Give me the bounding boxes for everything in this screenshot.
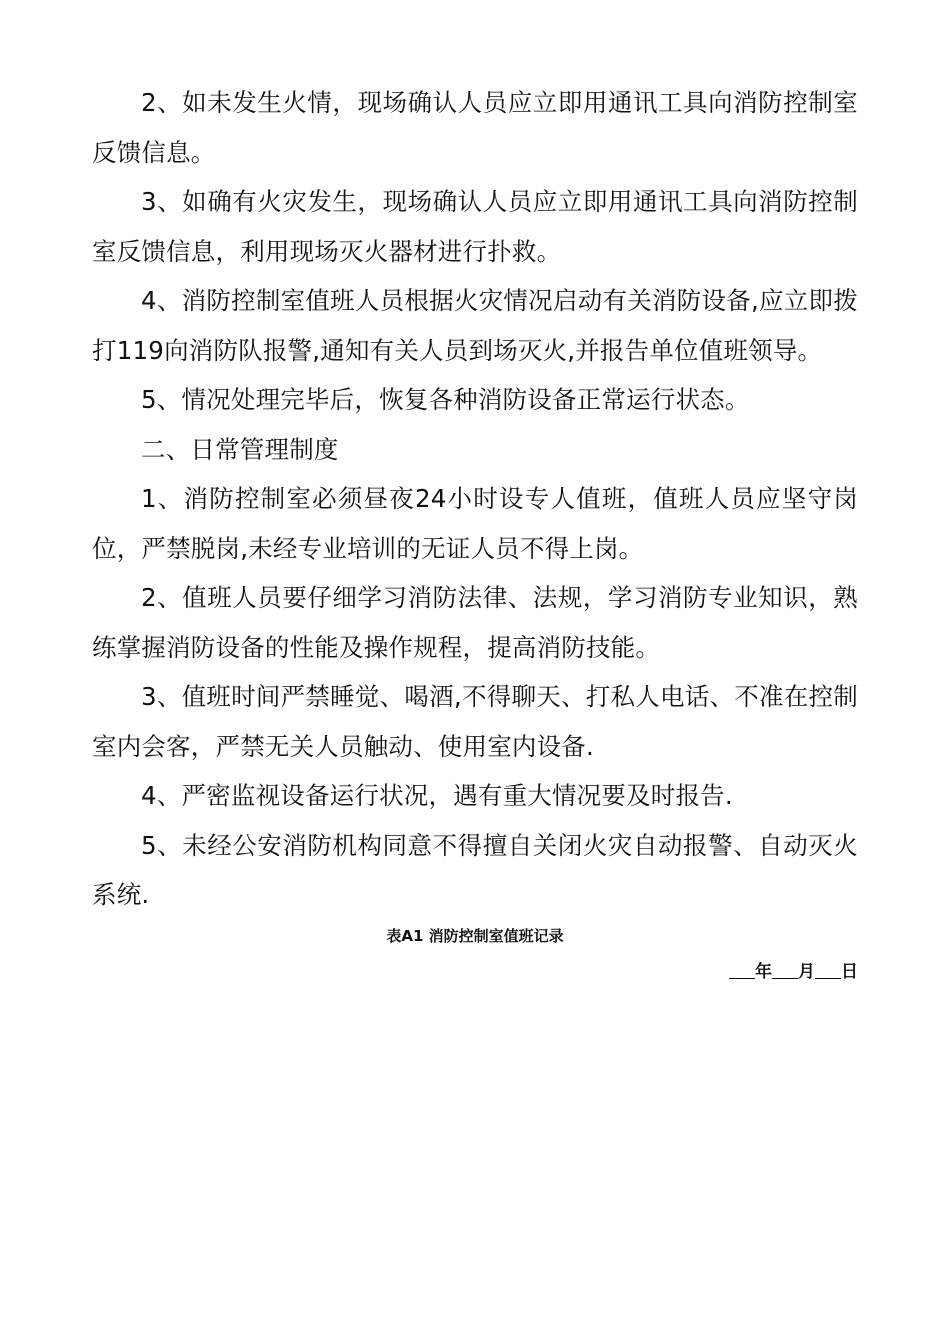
paragraph-rule-2-training: 2、值班人员要仔细学习消防法律、法规，学习消防专业知识，熟练掌握消防设备的性能及操作规程，提高消防技能。 [92, 583, 858, 662]
paragraph-rule-3-prohibitions: 3、值班时间严禁睡觉、喝酒,不得聊天、打私人电话、不准在控制室内会客，严禁无关人员触动、使用室内设备. [92, 682, 858, 761]
paragraph-rule-1-duty: 1、消防控制室必须昼夜24小时设专人值班，值班人员应坚守岗位，严禁脱岗,未经专业培训的无证人员不得上岗。 [92, 484, 858, 563]
paragraph-item-2-fire-not-occurred: 2、如未发生火情，现场确认人员应立即用通讯工具向消防控制室反馈信息。 [92, 88, 858, 167]
document-body [92, 78, 858, 920]
paragraph-item-4-control-room-response: 4、消防控制室值班人员根据火灾情况启动有关消防设备,应立即拨打119向消防队报警,通知有关人员到场灭火,并报告单位值班领导。 [92, 286, 858, 365]
date-line [729, 958, 858, 986]
year-blank [729, 960, 755, 979]
paragraph-rule-5-system-shutdown: 5、未经公安消防机构同意不得擅自关闭火灾自动报警、自动灭火系统. [92, 830, 858, 909]
month-blank [772, 960, 798, 979]
day-blank [815, 960, 841, 979]
paragraph-rule-4-monitoring: 4、严密监视设备运行状况，遇有重大情况要及时报告. [141, 781, 733, 810]
day-label: 日 [841, 962, 858, 982]
paragraph-item-3-fire-occurred: 3、如确有火灾发生，现场确认人员应立即用通讯工具向消防控制室反馈信息，利用现场灭火器材进行扑救。 [92, 187, 858, 266]
month-label: 月 [798, 962, 815, 982]
year-label: 年 [755, 962, 772, 982]
paragraph-item-5-restore-equipment: 5、情况处理完毕后，恢复各种消防设备正常运行状态。 [141, 385, 750, 414]
table-caption: 表A1 消防控制室值班记录 [386, 927, 564, 945]
section-heading-daily-management: 二、日常管理制度 [141, 434, 339, 464]
